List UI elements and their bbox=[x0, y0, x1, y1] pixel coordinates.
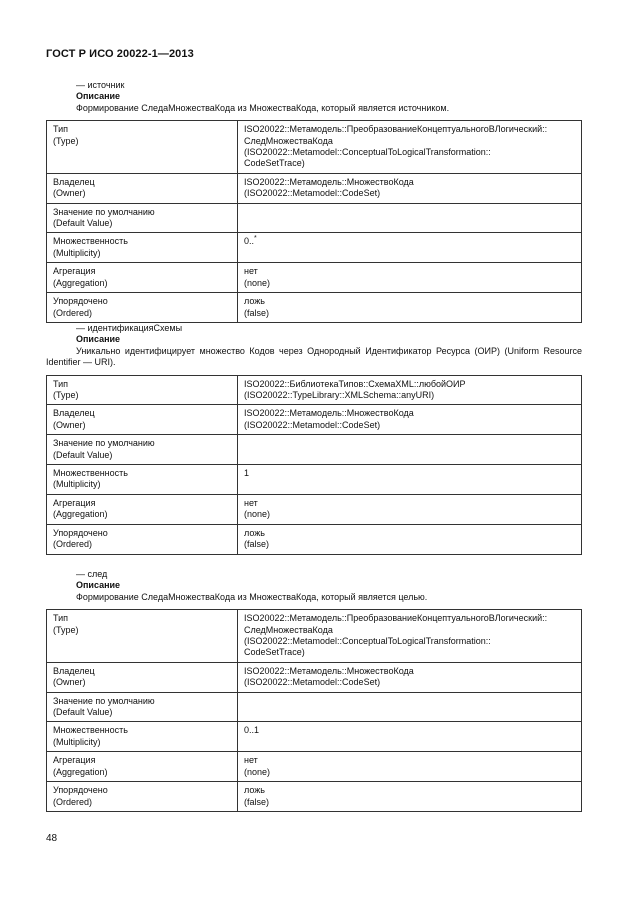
property-name-line: (Ordered) bbox=[53, 539, 93, 550]
property-name-line: Упорядочено bbox=[53, 527, 108, 538]
property-value-line: ISO20022::Метамодель::МножествоКода bbox=[244, 665, 414, 676]
property-value-line: (false) bbox=[244, 796, 270, 807]
property-value-line: (ISO20022::Metamodel::CodeSet) bbox=[244, 419, 381, 430]
property-name-cell bbox=[47, 203, 238, 233]
property-value-line: (ISO20022::Metamodel::ConceptualToLogicalTransformation:: bbox=[244, 147, 491, 158]
property-name-cell bbox=[47, 435, 238, 465]
property-value-cell bbox=[238, 293, 582, 323]
property-name-cell bbox=[47, 233, 238, 263]
property-name-cell bbox=[47, 752, 238, 782]
property-name-line: Владелец bbox=[53, 408, 95, 419]
property-value-cell bbox=[238, 752, 582, 782]
property-value-line: СледМножестваКода bbox=[244, 624, 333, 635]
property-row bbox=[47, 752, 582, 782]
property-value-line: ложь bbox=[244, 785, 265, 796]
property-value-cell bbox=[238, 722, 582, 752]
section-scheme-identification bbox=[46, 323, 582, 555]
property-value-line: 0..* bbox=[244, 235, 257, 247]
attribute-name: — идентификацияСхемы bbox=[76, 323, 183, 333]
property-name-cell bbox=[47, 293, 238, 323]
property-row bbox=[47, 692, 582, 722]
property-name-cell bbox=[47, 375, 238, 405]
property-value-line: (none) bbox=[244, 509, 271, 520]
property-value-line: (false) bbox=[244, 307, 270, 318]
description-label: Описание bbox=[76, 91, 121, 102]
property-row bbox=[47, 435, 582, 465]
property-name-line: Тип bbox=[53, 613, 69, 624]
property-name-line: (Aggregation) bbox=[53, 509, 108, 520]
description-label: Описание bbox=[76, 334, 121, 345]
property-name-line: (Type) bbox=[53, 624, 79, 635]
property-name-line: (Ordered) bbox=[53, 796, 93, 807]
property-row bbox=[47, 722, 582, 752]
property-name-cell bbox=[47, 662, 238, 692]
property-value-line: (ISO20022::Metamodel::CodeSet) bbox=[244, 677, 381, 688]
description-text: Формирование СледаМножестваКода из МножестваКода, который является целью. bbox=[76, 591, 428, 602]
property-value-line: ложь bbox=[244, 527, 265, 538]
property-name-cell bbox=[47, 263, 238, 293]
properties-table bbox=[46, 609, 582, 812]
property-value-cell bbox=[238, 494, 582, 524]
property-value-cell bbox=[238, 173, 582, 203]
property-value-line: (ISO20022::Metamodel::CodeSet) bbox=[244, 188, 381, 199]
property-name-line: Значение по умолчанию bbox=[53, 438, 155, 449]
property-row bbox=[47, 494, 582, 524]
property-value-line: ISO20022::Метамодель::МножествоКода bbox=[244, 408, 414, 419]
property-row bbox=[47, 121, 582, 174]
property-value-line: (none) bbox=[244, 277, 271, 288]
property-value-line: 1 bbox=[244, 468, 250, 479]
property-name-line: Множественность bbox=[53, 468, 128, 479]
property-value-cell bbox=[238, 263, 582, 293]
property-row bbox=[47, 375, 582, 405]
property-value-cell bbox=[238, 662, 582, 692]
property-value-cell bbox=[238, 375, 582, 405]
property-name-line: (Owner) bbox=[53, 677, 86, 688]
property-name-line: Владелец bbox=[53, 665, 95, 676]
property-value-cell bbox=[238, 435, 582, 465]
property-value-line: 0..1 bbox=[244, 725, 260, 736]
property-value-line: ISO20022::Метамодель::МножествоКода bbox=[244, 176, 414, 187]
property-value-line: (ISO20022::Metamodel::ConceptualToLogicalTransformation:: bbox=[244, 636, 491, 647]
property-value-line: CodeSetTrace) bbox=[244, 647, 305, 658]
properties-table bbox=[46, 120, 582, 323]
property-name-line: (Default Value) bbox=[53, 707, 113, 718]
section-trace bbox=[46, 569, 582, 812]
property-name-cell bbox=[47, 524, 238, 554]
property-name-line: Агрегация bbox=[53, 497, 96, 508]
property-name-line: Множественность bbox=[53, 725, 128, 736]
property-value-line: ISO20022::Метамодель::ПреобразованиеКонцептуальногоВЛогический:: bbox=[244, 613, 548, 624]
page-number: 48 bbox=[46, 833, 58, 844]
property-name-line: (Default Value) bbox=[53, 449, 113, 460]
property-name-line: (Aggregation) bbox=[53, 277, 108, 288]
property-value-cell bbox=[238, 782, 582, 812]
property-name-cell bbox=[47, 494, 238, 524]
property-name-line: Тип bbox=[53, 378, 69, 389]
property-name-line: (Multiplicity) bbox=[53, 247, 101, 258]
property-name-line: (Ordered) bbox=[53, 307, 93, 318]
property-row bbox=[47, 293, 582, 323]
description-label: Описание bbox=[76, 580, 121, 591]
property-value-line: нет bbox=[244, 755, 258, 766]
property-name-line: (Type) bbox=[53, 135, 79, 146]
property-name-line: Агрегация bbox=[53, 266, 96, 277]
property-name-line: Агрегация bbox=[53, 755, 96, 766]
property-name-line: Владелец bbox=[53, 176, 95, 187]
property-row bbox=[47, 405, 582, 435]
property-value-line: ложь bbox=[244, 296, 265, 307]
property-row bbox=[47, 662, 582, 692]
property-value-cell bbox=[238, 203, 582, 233]
property-row bbox=[47, 524, 582, 554]
property-name-line: Тип bbox=[53, 124, 69, 135]
property-name-cell bbox=[47, 610, 238, 663]
property-value-cell bbox=[238, 524, 582, 554]
properties-table bbox=[46, 375, 582, 555]
property-value-line: CodeSetTrace) bbox=[244, 158, 305, 169]
property-name-line: (Aggregation) bbox=[53, 766, 108, 777]
property-row bbox=[47, 263, 582, 293]
property-value-line: нет bbox=[244, 497, 258, 508]
property-value-cell bbox=[238, 692, 582, 722]
property-name-cell bbox=[47, 173, 238, 203]
attribute-name: — источник bbox=[76, 80, 125, 90]
property-value-cell bbox=[238, 610, 582, 663]
property-value-line: ISO20022::БиблиотекаТипов::СхемаXML::любойОИР bbox=[244, 378, 466, 389]
property-value-cell bbox=[238, 405, 582, 435]
property-name-line: Упорядочено bbox=[53, 296, 108, 307]
description-text: Уникально идентифицирует множество Кодов через Однородный Идентификатор Ресурса (ОИР) (Uniform Resource Identifier — URI). bbox=[46, 345, 582, 368]
property-name-line: Множественность bbox=[53, 236, 128, 247]
property-name-cell bbox=[47, 405, 238, 435]
property-name-line: (Multiplicity) bbox=[53, 479, 101, 490]
property-value-line: (false) bbox=[244, 539, 270, 550]
section-source bbox=[46, 80, 582, 323]
property-row bbox=[47, 610, 582, 663]
property-value-cell bbox=[238, 121, 582, 174]
property-row bbox=[47, 203, 582, 233]
property-row bbox=[47, 465, 582, 495]
property-name-cell bbox=[47, 121, 238, 174]
property-name-cell bbox=[47, 692, 238, 722]
property-value-cell bbox=[238, 465, 582, 495]
description-text: Формирование СледаМножестваКода из МножестваКода, который является источником. bbox=[76, 102, 450, 113]
property-name-line: (Owner) bbox=[53, 419, 86, 430]
property-value-cell bbox=[238, 233, 582, 263]
property-value-line: ISO20022::Метамодель::ПреобразованиеКонцептуальногоВЛогический:: bbox=[244, 124, 548, 135]
property-value-line: СледМножестваКода bbox=[244, 135, 333, 146]
property-row bbox=[47, 173, 582, 203]
property-name-line: (Multiplicity) bbox=[53, 736, 101, 747]
property-name-line: Упорядочено bbox=[53, 785, 108, 796]
property-name-cell bbox=[47, 782, 238, 812]
property-name-line: (Owner) bbox=[53, 188, 86, 199]
attribute-name: — след bbox=[76, 569, 108, 579]
property-row bbox=[47, 233, 582, 263]
property-value-line: (ISO20022::TypeLibrary::XMLSchema::anyURI) bbox=[244, 390, 435, 401]
property-name-cell bbox=[47, 722, 238, 752]
property-row bbox=[47, 782, 582, 812]
property-name-line: Значение по умолчанию bbox=[53, 695, 155, 706]
property-value-line: нет bbox=[244, 266, 258, 277]
property-name-cell bbox=[47, 465, 238, 495]
property-value-line: (none) bbox=[244, 766, 271, 777]
property-name-line: Значение по умолчанию bbox=[53, 206, 155, 217]
property-name-line: (Type) bbox=[53, 390, 79, 401]
standard-header: ГОСТ Р ИСО 20022-1—2013 bbox=[46, 48, 194, 60]
property-name-line: (Default Value) bbox=[53, 218, 113, 229]
